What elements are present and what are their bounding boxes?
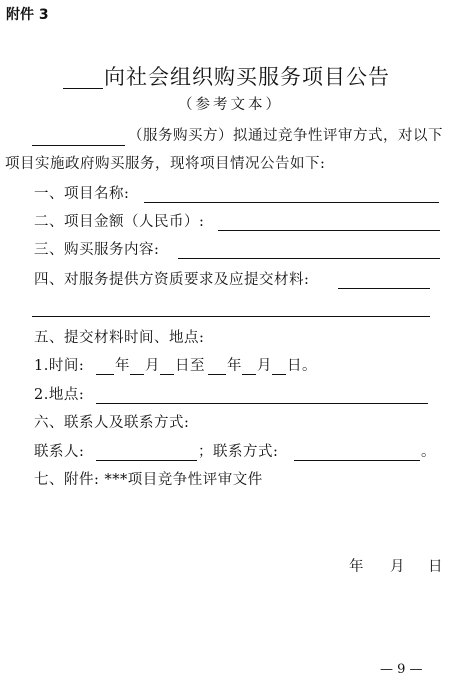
contact-end-mark: 。 (421, 444, 436, 460)
contact-person-label: 联系人: (34, 444, 85, 460)
intro-line-1: （服务购买方）拟通过竞争性评审方式，对以下 (128, 128, 443, 144)
item-contact-info: 六、联系人及联系方式: (34, 415, 190, 431)
date-year: 年 (349, 559, 364, 575)
time-month-start-blank (130, 374, 144, 375)
place-label: 2.地点: (34, 387, 85, 403)
time-month-end-unit: 月 (257, 358, 272, 374)
page-number: — 9 — (380, 662, 423, 677)
contact-person-blank-line (96, 460, 197, 461)
time-day-start-unit: 日至 (175, 358, 205, 374)
item-project-name: 一、项目名称: (34, 186, 130, 202)
date-day: 日 (428, 559, 443, 575)
time-day-end-unit: 日。 (287, 358, 317, 374)
time-label: 1.时间: (34, 358, 85, 374)
item-project-amount: 二、项目金额（人民币）: (34, 214, 205, 230)
service-content-blank-line (178, 258, 440, 259)
time-month-end-blank (242, 374, 256, 375)
place-blank-line (96, 403, 428, 404)
item-service-content: 三、购买服务内容: (34, 242, 160, 258)
time-year-start-unit: 年 (115, 358, 130, 374)
item-submission-time-place: 五、提交材料时间、地点: (34, 330, 205, 346)
contact-method-label: ；联系方式: (198, 444, 279, 460)
time-year-end-unit: 年 (227, 358, 242, 374)
time-year-end-blank (208, 374, 226, 375)
time-year-start-blank (96, 374, 114, 375)
project-name-blank-line (144, 202, 439, 203)
contact-method-blank-line (294, 460, 420, 461)
purchaser-blank-line (32, 145, 125, 146)
qualification-blank-line-1 (338, 288, 430, 289)
qualification-blank-line-2 (32, 316, 430, 317)
attachment-label: 附件 3 (6, 7, 49, 23)
date-month: 月 (390, 559, 405, 575)
item-attachment: 七、附件: ***项目竞争性评审文件 (34, 472, 263, 488)
project-amount-blank-line (218, 230, 440, 231)
time-month-start-unit: 月 (145, 358, 160, 374)
item-qualification-requirements: 四、对服务提供方资质要求及应提交材料: (34, 272, 310, 288)
title-blank-line (63, 88, 103, 89)
time-day-start-blank (160, 374, 174, 375)
page-subtitle: （参考文本） (178, 97, 283, 113)
page-title: 向社会组织购买服务项目公告 (104, 65, 390, 89)
time-day-end-blank (272, 374, 286, 375)
intro-line-2: 项目实施政府购买服务，现将项目情况公告如下: (5, 156, 326, 172)
